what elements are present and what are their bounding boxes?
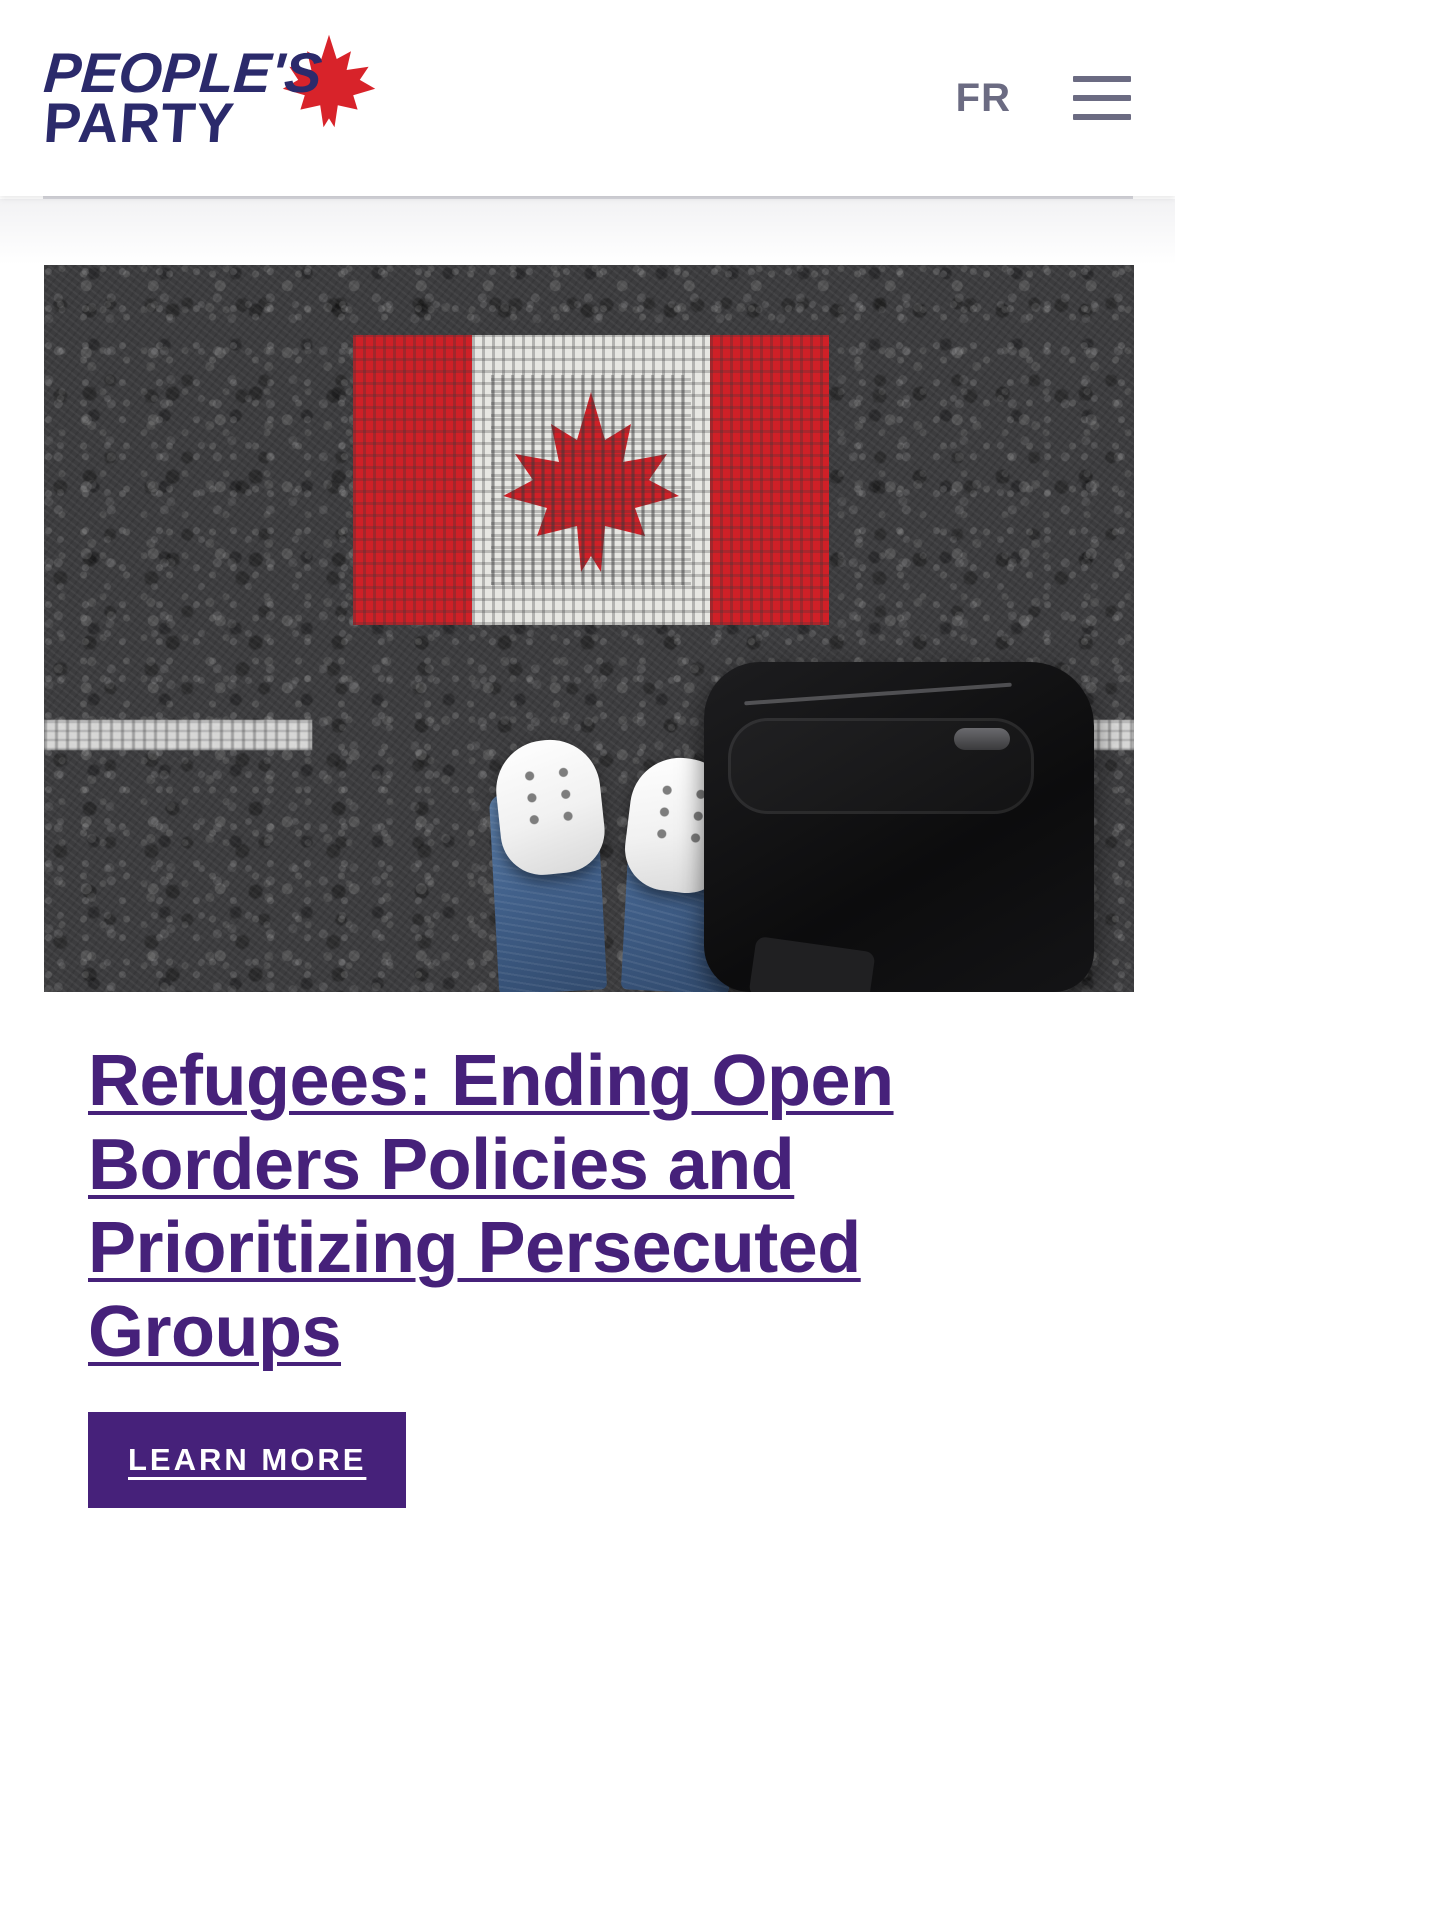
feature-image[interactable] (44, 265, 1134, 992)
canadian-flag-painting (353, 335, 829, 625)
learn-more-button[interactable] (88, 1412, 406, 1508)
header-shadow-band (0, 199, 1175, 265)
logo-wordmark (41, 40, 325, 154)
header-actions (956, 76, 1131, 121)
flag-white-field (472, 335, 710, 625)
backpack-strap (748, 936, 875, 992)
backpack-badge (954, 728, 1010, 750)
shoe-laces-right (653, 782, 708, 861)
feature-title-row (88, 1040, 1087, 1374)
flag-maple-leaf-icon (491, 375, 691, 585)
language-toggle-fr[interactable]: FR (955, 75, 1011, 120)
menu-bar-2 (1073, 95, 1131, 101)
flag-band-left (353, 335, 472, 625)
road-line-left (44, 720, 312, 750)
sneaker-left (491, 735, 608, 879)
hamburger-menu-icon[interactable] (1073, 76, 1131, 120)
shoe-laces-left (523, 764, 576, 842)
learn-more-label: LEARN MORE (128, 1442, 367, 1478)
menu-bar-3 (1073, 114, 1131, 120)
feature-title-link[interactable]: Refugees: Ending Open Borders Policies and Prioritizing Persecuted Groups (88, 1041, 894, 1372)
logo-line-1: PEOPLE'S (41, 40, 325, 104)
menu-bar-1 (1073, 76, 1131, 82)
feature-section (0, 265, 1175, 1508)
site-logo[interactable] (41, 40, 384, 154)
site-header (0, 0, 1175, 196)
backpack-zipper (744, 683, 1012, 706)
logo-line-2: PARTY (41, 91, 237, 154)
flag-band-right (710, 335, 829, 625)
backpack (704, 662, 1094, 992)
feature-body (44, 992, 1131, 1508)
